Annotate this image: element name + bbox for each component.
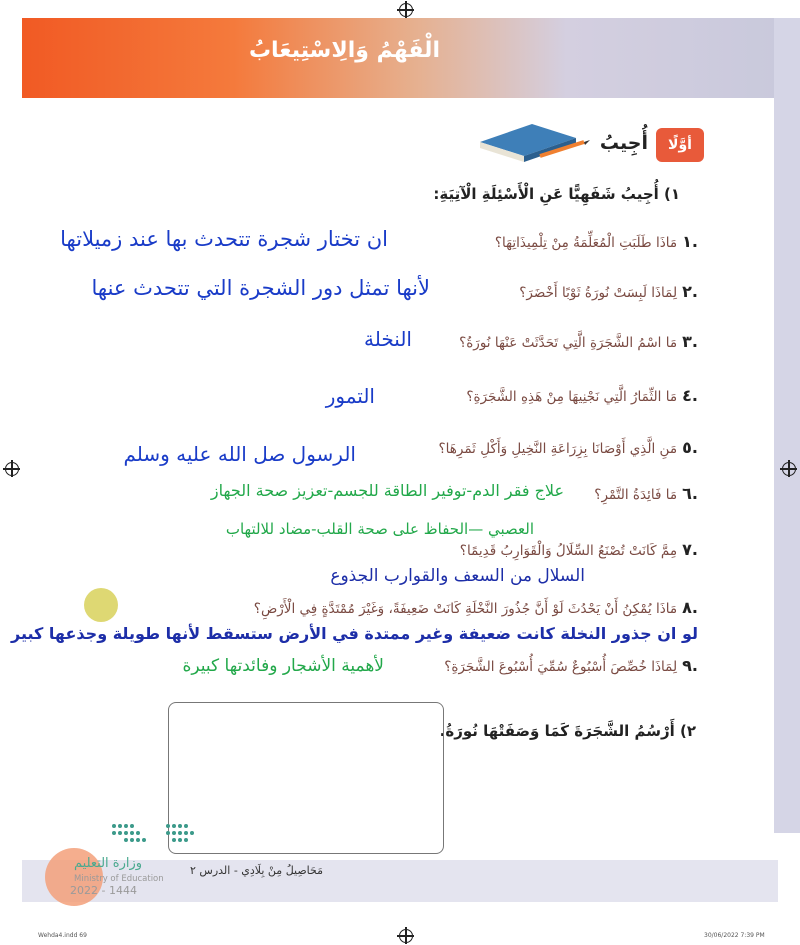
book-icon <box>470 116 590 164</box>
question-number: .١ <box>682 232 698 251</box>
question-6 <box>594 484 698 503</box>
question-4 <box>466 386 698 405</box>
question-number: .٤ <box>682 386 698 405</box>
answer-8: لو ان جذور النخلة كانت ضعيفة وغير ممتدة في الأرض ستسقط لأنها طويلة وجذعها كبير <box>11 624 698 643</box>
answer-2: لأنها تمثل دور الشجرة التي تتحدث عنها <box>91 276 430 300</box>
registration-mark-icon <box>399 929 413 943</box>
registration-mark-icon <box>782 462 796 476</box>
speech-help-icon <box>84 588 118 622</box>
question-text: لِمَاذَا خُصِّصَ أُسْبُوعٌ سُمِّيَ أُسْبُوعَ الشَّجَرَةِ؟ <box>444 659 678 675</box>
lesson-footer: مَحَاصِيلُ مِنْ بِلَادِي - الدرس ٢ <box>190 864 324 877</box>
question-text: مَاذَا يُمْكِنُ أَنْ يَحْدُثَ لَوْ أَنَّ جُذُورَ النَّخْلَةِ كَانَتْ ضَعِيفَةً، وَغَيْرَ مُمْتَدَّةٍ فِي الْأَرْضِ؟ <box>253 601 678 617</box>
question-text: مَا اسْمُ الشَّجَرَةِ الَّتِي تَحَدَّثَتْ عَنْهَا نُورَةُ؟ <box>459 335 678 351</box>
print-file-label: Wehda4.indd 69 <box>38 932 87 939</box>
print-date-label: 30/06/2022 7:39 PM <box>704 932 765 939</box>
drawing-box[interactable] <box>168 702 444 854</box>
answer-5: الرسول صل الله عليه وسلم <box>123 442 356 466</box>
main-question: ١) أُجِيبُ شَفَهِيًّا عَنِ الْأَسْئِلَةِ الْآتِيَةِ: <box>433 185 680 203</box>
answer-7: السلال من السعف والقوارب الجذوع <box>330 566 585 586</box>
question-text: مَا فَائِدَةُ التَّمْرِ؟ <box>594 487 678 503</box>
registration-mark-icon <box>399 3 413 17</box>
question-text: مَا الثِّمَارُ الَّتِي نَجْنِيهَا مِنْ هَذِهِ الشَّجَرَةِ؟ <box>466 389 678 405</box>
section-badge: أوَّلًا <box>656 128 704 162</box>
question-text: مَاذَا طَلَبَتِ الْمُعَلِّمَةُ مِنْ تِلْمِيذَاتِهَا؟ <box>494 235 678 251</box>
question-text: لِمَاذَا لَبِسَتْ نُورَةُ ثَوْبًا أَخْضَرَ؟ <box>519 285 678 301</box>
page-title: الْفَهْمُ وَالِاسْتِيعَابُ <box>248 38 440 63</box>
question-text: مِمَّ كَانَتْ تُصْنَعُ السِّلَالُ وَالْقَوَارِبُ قَدِيمًا؟ <box>459 543 678 559</box>
registration-mark-icon <box>5 462 19 476</box>
answer-9: لأهمية الأشجار وفائدتها كبيرة <box>182 656 384 676</box>
question-1 <box>495 232 698 251</box>
question-number: .٥ <box>682 438 698 457</box>
answer-3: النخلة <box>364 327 412 351</box>
drawing-question: ٢) أَرْسُمُ الشَّجَرَةَ كَمَا وَصَفَتْهَا نُورَةُ. <box>439 722 696 740</box>
question-5 <box>439 438 698 457</box>
question-8 <box>254 598 698 617</box>
answer-6-continued: العصبي —الحفاظ على صحة القلب-مضاد للالتهاب <box>225 520 534 538</box>
ministry-name-english: Ministry of Education <box>74 874 164 884</box>
question-number: .٦ <box>682 484 698 503</box>
question-number: .٢ <box>682 282 698 301</box>
ministry-name-arabic: وزارة التعليم <box>74 856 143 871</box>
question-number: .٨ <box>682 598 698 617</box>
question-text: مَنِ الَّذِي أَوْصَانَا بِزِرَاعَةِ النَّخِيلِ وَأَكْلِ ثَمَرِهَا؟ <box>438 441 678 457</box>
question-3 <box>459 332 698 351</box>
answer-4: التمور <box>325 384 375 408</box>
question-number: .٣ <box>682 332 698 351</box>
ministry-logo-icon <box>108 820 200 846</box>
side-decoration <box>774 18 800 833</box>
question-2 <box>519 282 698 301</box>
question-9 <box>444 656 698 675</box>
question-7 <box>460 540 698 559</box>
section-heading: أُجِيبُ <box>599 132 648 154</box>
question-number: .٧ <box>682 540 698 559</box>
answer-6: علاج فقر الدم-توفير الطاقة للجسم-تعزيز صحة الجهاز <box>210 481 564 500</box>
ministry-year: 2022 - 1444 <box>70 884 137 897</box>
question-number: .٩ <box>682 656 698 675</box>
answer-1: ان تختار شجرة تتحدث بها عند زميلاتها <box>60 227 388 251</box>
